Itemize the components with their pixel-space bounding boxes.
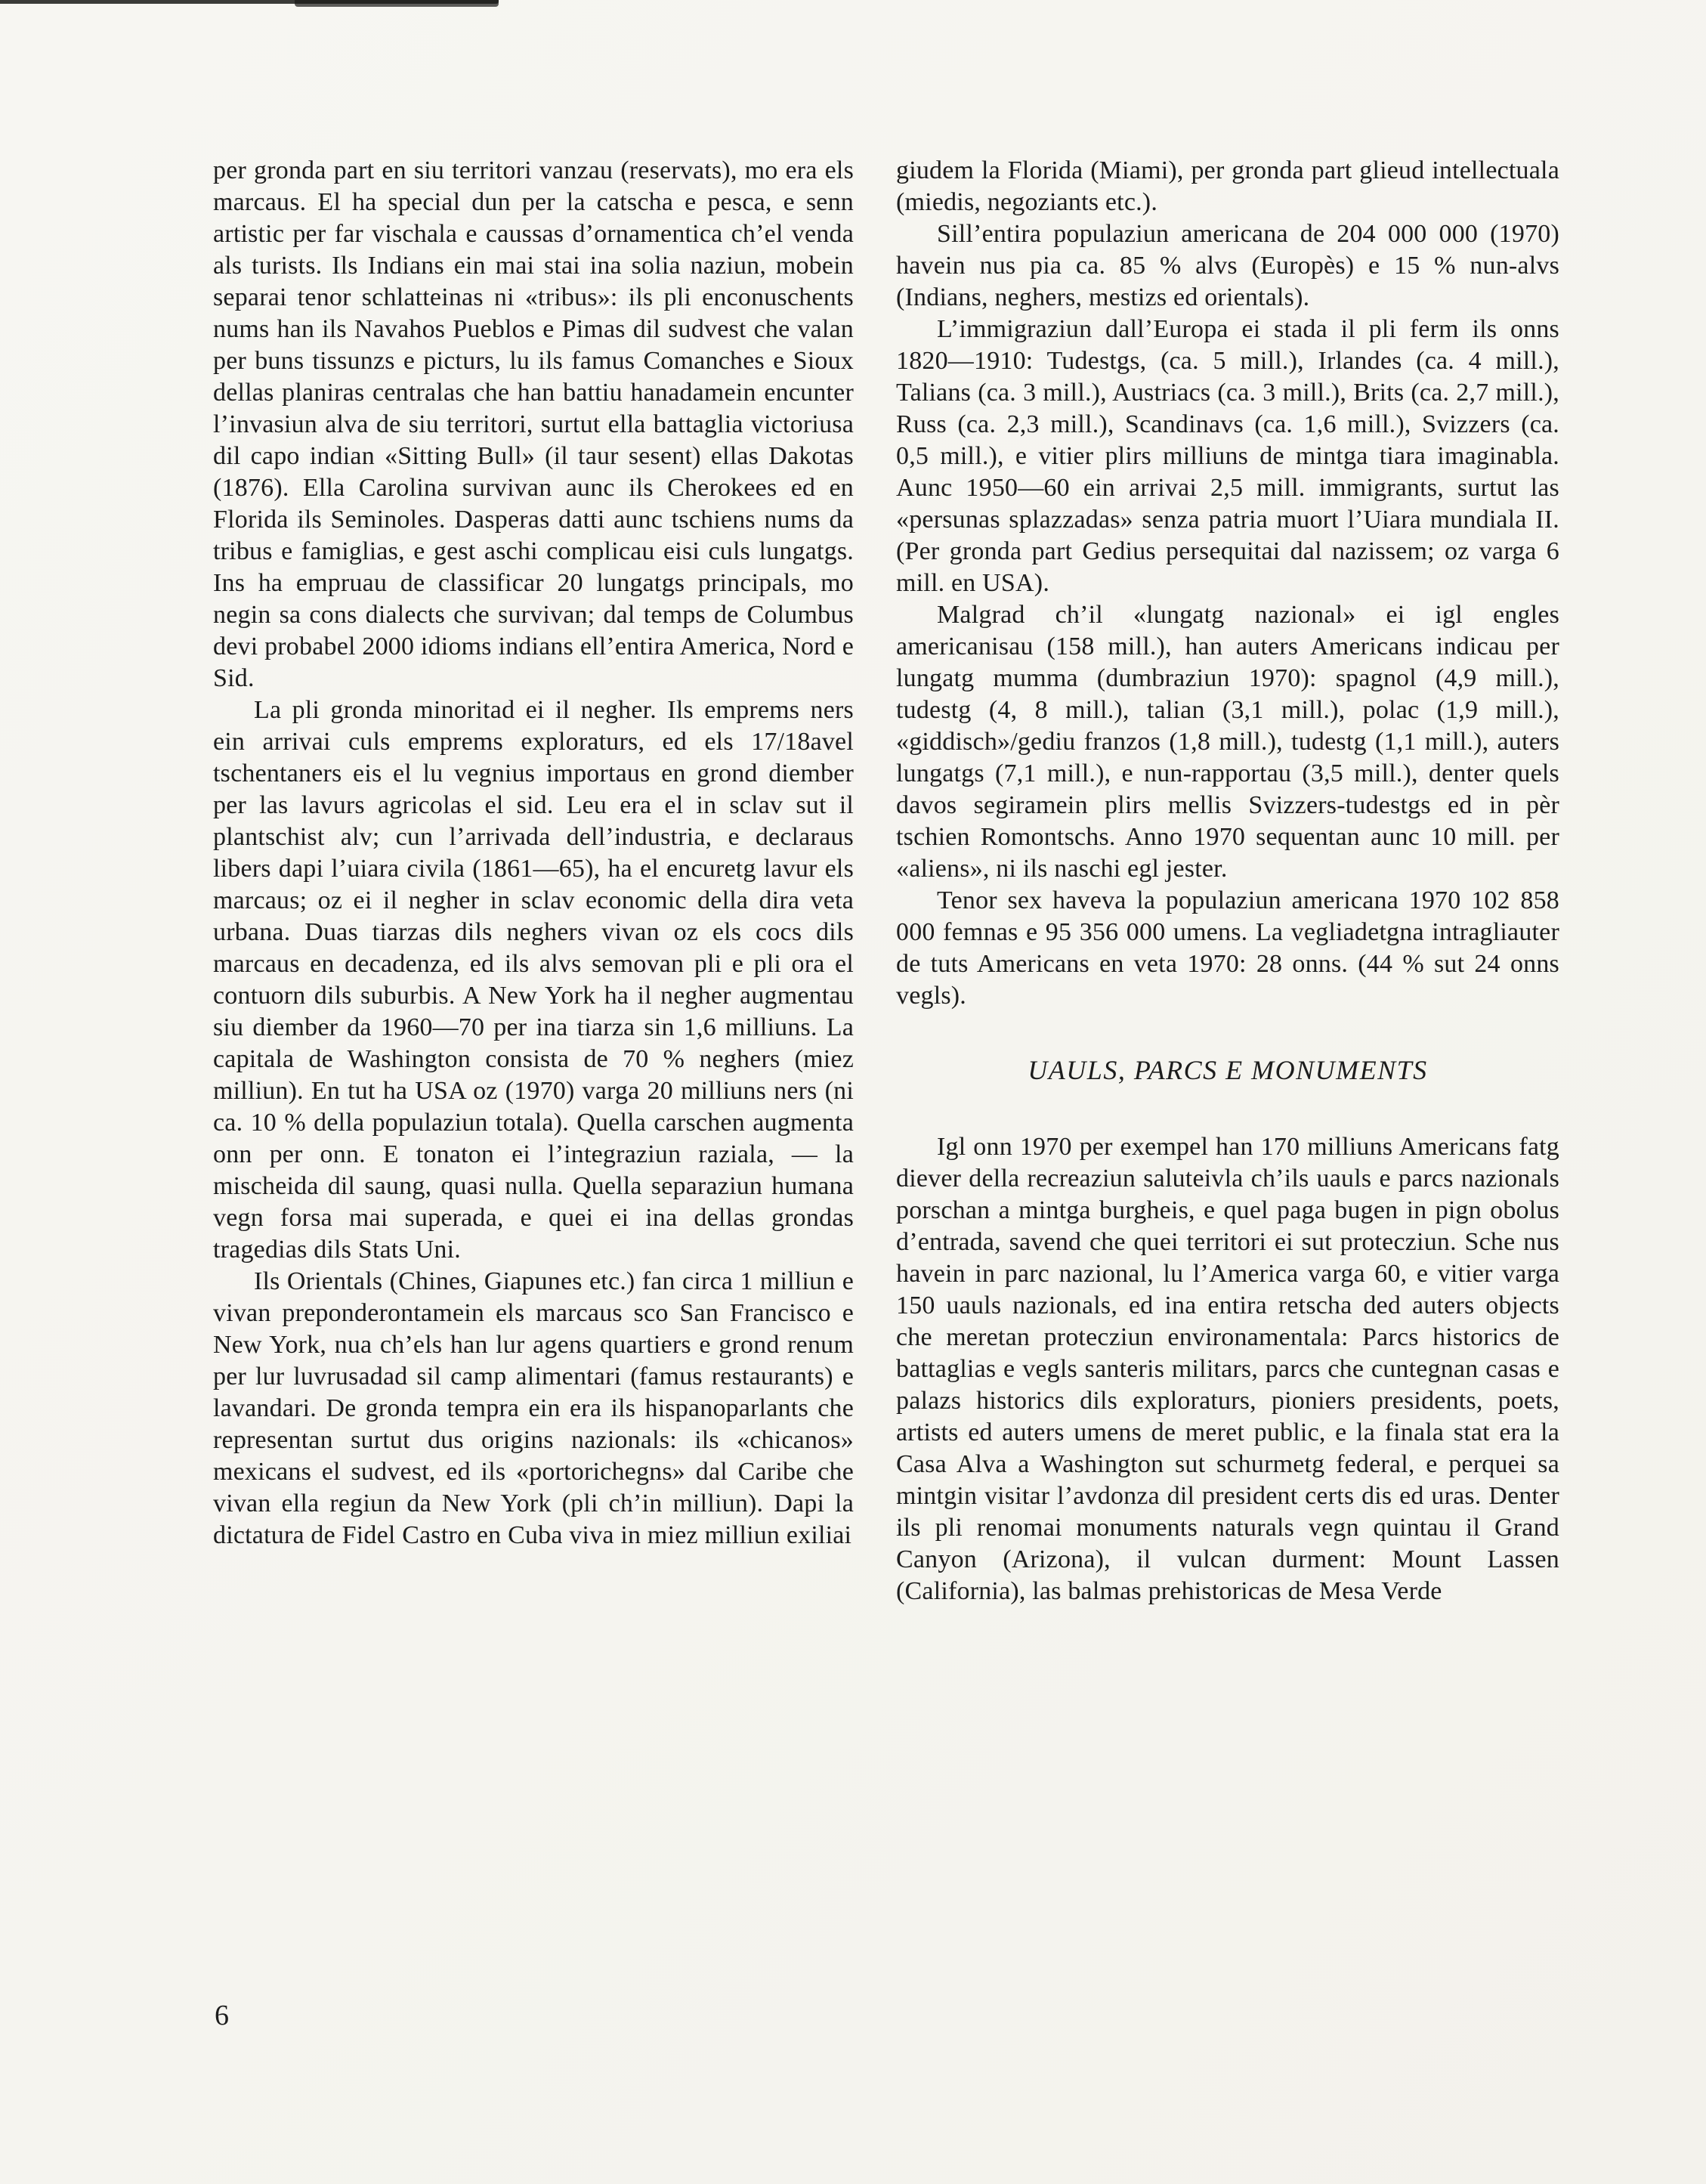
paragraph: Sill’entira populaziun americana de 204 000 000 (1970) havein nus pia ca. 85 % alvs (Europès) e 15 % nun-alvs (Indians, neghers, mestizs ed orientals).	[896, 220, 1559, 311]
paragraph: Ils Orientals (Chines, Giapunes etc.) fan circa 1 milliun e vivan preponderontamein els marcaus sco San Francisco e New York, nua ch’els han lur agens quartiers e grond renum per lur luvrusadad sil camp alimentari (famus restaurants) e lavandari. De gronda tempra ein era ils hispanoparlants che representan surtut dus origins nazionals: ils «chicanos» mexicans el sudvest, ed ils «portorichegns» dal Caribe che vivan ella regiun da New York (pli ch’in milliun). Dapi la dictatura de Fidel Castro en Cuba viva in miez milliun exiliai	[213, 1267, 854, 1549]
section-heading: UAULS, PARCS E MONUMENTS	[1028, 1055, 1428, 1085]
right-text-column	[896, 155, 1559, 1607]
paragraph: Malgrad ch’il «lungatg nazional» ei igl engles americanisau (158 mill.), han auters Americans indicau per lungatg mumma (dumbraziun 1970): spagnol (4,9 mill.), tudestg (4, 8 mill.), talian (3,1 mill.), polac (1,9 mill.), «giddisch»/gediu franzos (1,8 mill.), tudestg (1,1 mill.), auters lungatgs (7,1 mill.), e nun-rapportau (3,5 mill.), denter quels davos segiramein plirs mellis Svizzers-tudestgs ed in pèr tschien Romontschs. Anno 1970 sequentan aunc 10 mill. per «aliens», ni ils naschi egl jester.	[896, 601, 1559, 883]
scan-artifact-top-2	[295, 0, 499, 7]
paragraph: Igl onn 1970 per exempel han 170 milliuns Americans fatg diever della recreaziun saluteivla ch’ils uauls e parcs nazionals porschan a mintga burgheis, e quel paga bugen in pign obolus d’entrada, savend che quei territori ei sut protecziun. Sche nus havein in parc nazional, lu l’America varga 60, e vitier varga 150 uauls nazionals, ed ina entira retscha ded auters objects che meretan protecziun environamentala: Parcs historics de battaglias e vegls santeris militars, parcs che cuntegnan casas e palazs historics dils exploraturs, pioniers presidents, poets, artists ed auters umens de meret public, e la finala stat era la Casa Alva a Washington sut schurmetg federal, e perquei sa mintgin visitar l’avdonza dil president certs dis ed uras. Denter ils pli renomai monuments naturals vegn quintau il Grand Canyon (Arizona), il vulcan durment: Mount Lassen (California), las balmas prehistoricas de Mesa Verde	[896, 1133, 1559, 1605]
paragraph: L’immigraziun dall’Europa ei stada il pli ferm ils onns 1820—1910: Tudestgs, (ca. 5 mill.), Irlandes (ca. 4 mill.), Talians (ca. 3 mill.), Austriacs (ca. 3 mill.), Brits (ca. 2,7 mill.), Russ (ca. 2,3 mill.), Scandinavs (ca. 1,6 mill.), Svizzers (ca. 0,5 mill.), e vitier plirs milliuns de mintga tiara imaginabla. Aunc 1950—60 ein arrivai 2,5 mill. immigrants, surtut las «persunas splazzadas» senza patria muort l’Uiara mundiala II. (Per gronda part Gedius persequitai dal nazissem; oz varga 6 mill. en USA).	[896, 315, 1559, 597]
paragraph: giudem la Florida (Miami), per gronda part glieud intellectuala (miedis, negoziants etc.).	[896, 156, 1559, 216]
paragraph: La pli gronda minoritad ei il negher. Ils emprems ners ein arrivai culs emprems exploraturs, ed els 17/18avel tschentaners eis el lu vegnius importaus en grond diember per las lavurs agricolas el sid. Leu era el in sclav sut il plantschist alv; cun l’arrivada dell’industria, e declaraus libers dapi l’uiara civila (1861—65), ha el encuretg lavur els marcaus; oz ei il negher in sclav economic della dira veta urbana. Duas tiarzas dils neghers vivan oz els cocs dils marcaus en decadenza, ed ils alvs semovan pli e pli ora el contuorn dils suburbis. A New York ha il negher augmentau siu diember da 1960—70 per ina tiarza sin 1,6 milliuns. La capitala de Washington consista de 70 % neghers (miez milliun). En tut ha USA oz (1970) varga 20 milliuns ners (ni ca. 10 % della populaziun totala). Quella carschen augmenta onn per onn. E tonaton ei l’integraziun raziala, — la mischeida dil saung, quasi nulla. Quella separaziun humana vegn forsa mai superada, e quei ei ina dellas grondas tragedias dils Stats Uni.	[213, 696, 854, 1264]
paragraph: per gronda part en siu territori vanzau (reservats), mo era els marcaus. El ha special dun per la catscha e pesca, e senn artistic per far vischala e caussas d’ornamentica ch’el venda als turists. Ils Indians ein mai stai ina solia naziun, mobein separai tenor schlatteinas ni «tribus»: ils pli enconuschents nums han ils Navahos Pueblos e Pimas dil sudvest che valan per buns tissunzs e picturs, lu ils famus Comanches e Sioux dellas planiras centralas che han battiu hanadamein encunter l’invasiun alva de siu territori, surtut ella battaglia victoriusa dil capo indian «Sitting Bull» (il taur sesent) ellas Dakotas (1876). Ella Carolina survivan aunc ils Cherokees ed en Florida ils Seminoles. Dasperas datti aunc tschiens nums da tribus e famiglias, e gest aschi complicau eisi culs lungatgs. Ins ha empruau de classificar 20 lungatgs principals, mo negin sa cons dialects che survivan; dal temps de Columbus devi probabel 2000 idioms indians ell’entira America, Nord e Sid.	[213, 156, 854, 692]
left-text-column	[213, 155, 854, 1551]
page-number: 6	[215, 2000, 229, 2031]
paragraph: Tenor sex haveva la populaziun americana 1970 102 858 000 femnas e 95 356 000 umens. La vegliadetgna intragliauter de tuts Americans en veta 1970: 28 onns. (44 % sut 24 onns vegls).	[896, 886, 1559, 1010]
